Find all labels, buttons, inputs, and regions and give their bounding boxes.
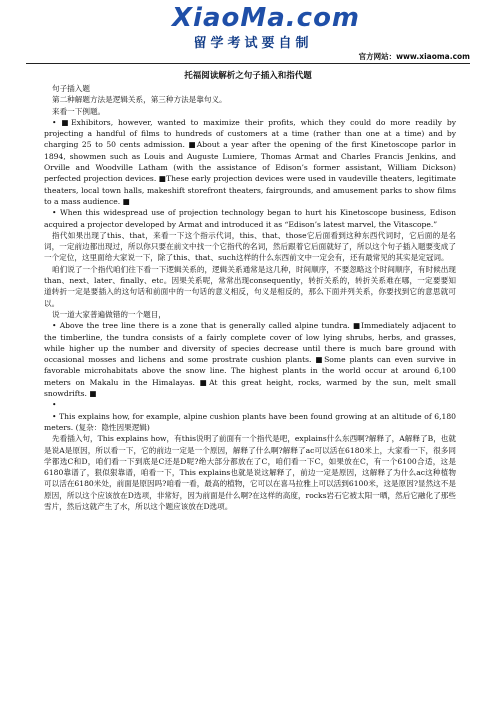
logo-wordmark: XiaoMa.com — [172, 3, 361, 33]
paragraph: 咱们说了一个指代咱们往下看一下逻辑关系的，逻辑关系通常是这几种，时间顺序，不要忽略这个时间顺序，有时候出现 than、next、later、finally、etc。因果关系呢，常常出现consequently，转折关系的，转折关系难在哪，一定要要知道转折一定是要插入的这句话和前面中的一句话的意义相反，句义是相反的，那么下面并列关系，你要找到它的意思就可以。 — [44, 264, 456, 308]
paragraph: 来看一下例题。 — [52, 106, 106, 116]
paragraph: 指代如果出现了this、that，来看一下这个指示代词，this、that、those它后面看到这种东西代词时，它后面的是名词，一定前边都出现过，所以你只要在前文中找一个它指代的名词，然后跟着它后面就好了，所以这个句子插入题要变成了一个定位，这里面给大家说一下，除了this、that、such这样的什么东西前文中一定会有，还有最常见的其实是定冠词。 — [44, 230, 456, 263]
example-passage: • ■Exhibitors, however, wanted to maximize their profits, which they could do more readily by projecting a handful of films to hundreds of customers at a time (rather than one at a time) and by charging 25 to 50 cents admission. ■About a year after the opening of the first Kinetoscope parlor in 1894, showmen such as Louis and Auguste Lumiere, Thomas Armat and Charles Francis Jenkins, and Orville and Woodville Latham (with the assistance of Edison’s former assistant, William Dickson) perfected projection devices. ■These early projection devices were used in vaudeville theaters, legitimate theaters, local town halls, makeshift storefront theaters, fairgrounds, and amusement parks to show films to a mass audience. ■ — [44, 117, 456, 206]
official-site-label[interactable]: 官方网站：www.xiaoma.com — [358, 52, 470, 61]
example-passage: • Above the tree line there is a zone that is generally called alpine tundra. ■Immediately adjacent to the timberline, the tundra consists of a fairly complete cover of low lying shrubs, herbs, and grasses, while higher up the number and diversity of species decrease until there is much bare ground with occasional mosses and lichens and some prostrate cushion plants. ■Some plants can even survive in favorable microhabitats above the snow line. The highest plants in the world occur at around 6,100 meters on Makalu in the Himalayas. ■At this great height, rocks, warmed by the sun, melt small snowdrifts. ■ — [44, 321, 456, 399]
page-header — [0, 0, 496, 64]
section-heading: 句子插入题 — [52, 84, 90, 93]
document-body — [44, 83, 456, 512]
paragraph: 说一道大家普遍做错的一个题目， — [52, 309, 166, 319]
paragraph: 先看插入句，This explains how，有this说明了前面有一个指代是吧，explains什么东西啊?解释了，A解释了B，也就是说A是原因，所以看一下，它的前边一定是一个原因，解释了什么啊?解释了ac可以活在6180米上，大家看一下，很多同学都选C和D，咱们看一下到底是C还是D呢?绝大部分都放在了C，咱们看一下C，如果放在C，有一个6100合适，这是6180靠谱了，狠似狠靠谱，咱看一下，This explains也就是说这解释了，前边一定是原因，这解释了为什么ac这种植物可以活在6180米处，前面是原因吗?咱看一看，最高的植物，它可以在喜马拉雅上可以活到6100米，这是原因?显然这不是原因，所以这个应该放在D选项，非常好，因为前面是什么啊?在这样的高度，rocks岩石它被太阳一晒，然后它融化了那些雪片，然后这就产生了水，所以这个题应该放在D选项。 — [44, 434, 456, 511]
insert-sentence: • When this widespread use of projection technology began to hurt his Kinetoscope business, Edison acquired a projector developed by Armat and introduced it as “Edison’s latest marvel, the Vitascope.” — [44, 208, 456, 229]
logo-subtitle: 留学考试要自制 — [193, 36, 313, 51]
insert-sentence: • This explains how, for example, alpine cushion plants have been found growing at an altitude of 6,180 meters. (复杂：隐性因果逻辑) — [44, 411, 456, 432]
document-title: 托福阅读解析之句子插入和指代题 — [184, 71, 312, 81]
xiaoma-logo — [150, 3, 361, 51]
bullet-empty: • — [52, 400, 57, 410]
paragraph: 第二种解题方法是逻辑关系，第三种方法是靠句义。 — [52, 95, 227, 105]
header-divider — [26, 63, 470, 64]
